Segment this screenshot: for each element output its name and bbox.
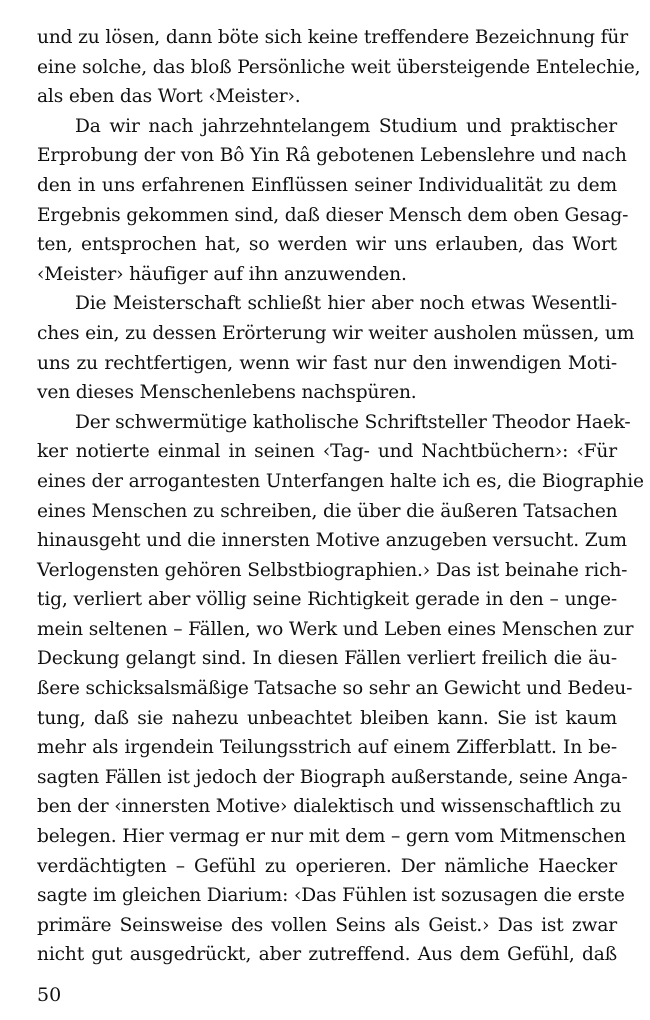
- text-line: eines der arrogantesten Unterfangen halte ich es, die Biographie: [37, 470, 644, 492]
- text-line: Erprobung der von Bô Yin Râ gebotenen Lebenslehre und nach: [37, 145, 627, 167]
- text-line: eine solche, das bloß Persönliche weit übersteigende Entelechie,: [37, 56, 641, 78]
- text-line: ßere schicksalsmäßige Tatsache so sehr an Gewicht und Bedeu-: [37, 678, 633, 700]
- text-line: tig, verliert aber völlig seine Richtigkeit gerade in den – unge-: [37, 589, 617, 611]
- text-line: den in uns erfahrenen Einflüssen seiner Individualität zu dem: [37, 174, 617, 196]
- text-line: Der schwermütige katholische Schriftsteller Theodor Haek-: [75, 411, 631, 433]
- text-line: ‹Meister› häufiger auf ihn anzuwenden.: [37, 263, 407, 285]
- text-line: Die Meisterschaft schließt hier aber noch etwas Wesentli-: [75, 293, 617, 315]
- text-line: verdächtigten – Gefühl zu operieren. Der nämliche Haecker: [37, 855, 617, 877]
- text-line: ben der ‹innersten Motive› dialektisch und wissenschaftlich zu: [37, 796, 622, 818]
- text-line: primäre Seinsweise des vollen Seins als Geist.› Das ist zwar: [37, 914, 617, 936]
- text-line: sagte im gleichen Diarium: ‹Das Fühlen ist sozusagen die erste: [37, 885, 625, 907]
- text-line: ker notierte einmal in seinen ‹Tag- und Nachtbüchern›: ‹Für: [37, 441, 617, 463]
- text-line: und zu lösen, dann böte sich keine treffendere Bezeichnung für: [37, 27, 628, 48]
- text-line: ven dieses Menschenlebens nachspüren.: [37, 382, 417, 404]
- text-line: nicht gut ausgedrückt, aber zutreffend. Aus dem Gefühl, daß: [37, 944, 617, 966]
- text-line: hinausgeht und die innersten Motive anzugeben versucht. Zum: [37, 530, 627, 552]
- text-line: mehr als irgendein Teilungsstrich auf einem Zifferblatt. In be-: [37, 737, 617, 759]
- text-line: als eben das Wort ‹Meister›.: [37, 86, 301, 108]
- text-line: Ergebnis gekommen sind, daß dieser Mensch dem oben Gesag-: [37, 204, 629, 226]
- body-text: [37, 23, 644, 970]
- text-line: tung, daß sie nahezu unbeachtet bleiben kann. Sie ist kaum: [37, 707, 617, 729]
- text-line: mein seltenen – Fällen, wo Werk und Leben eines Menschen zur: [37, 618, 634, 640]
- text-line: uns zu rechtfertigen, wenn wir fast nur den inwendigen Moti-: [37, 352, 617, 374]
- text-line: belegen. Hier vermag er nur mit dem – gern vom Mitmenschen: [37, 826, 626, 848]
- text-line: eines Menschen zu schreiben, die über die äußeren Tatsachen: [37, 500, 618, 522]
- text-line: sagten Fällen ist jedoch der Biograph außerstande, seine Anga-: [37, 766, 628, 788]
- text-line: ches ein, zu dessen Erörterung wir weiter ausholen müssen, um: [37, 322, 635, 344]
- text-line: ten, entsprochen hat, so werden wir uns erlauben, das Wort: [37, 234, 617, 256]
- page-number: 50: [37, 984, 62, 1006]
- text-line: Verlogensten gehören Selbstbiographien.› Das ist beinahe rich-: [37, 559, 628, 581]
- text-line: Deckung gelangt sind. In diesen Fällen verliert freilich die äu-: [37, 648, 617, 670]
- text-line: Da wir nach jahrzehntelangem Studium und praktischer: [75, 115, 617, 137]
